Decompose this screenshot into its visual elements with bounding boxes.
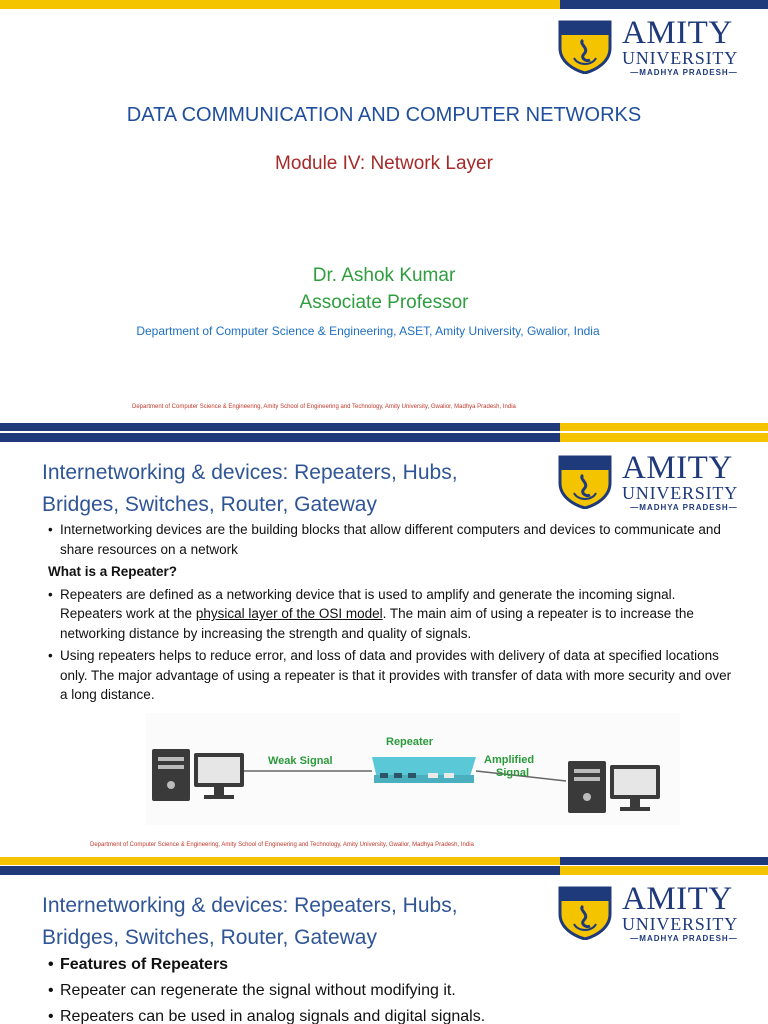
repeater-heading: What is a Repeater? [48,564,178,579]
bullet-text: Repeaters are defined as a networking device that is used to amplify and generate the incoming signal. Repeaters work at the [60,586,676,621]
slide-title-line-1: Internetworking & devices: Repeaters, Hubs, [42,461,458,484]
bottom-accent-bar [0,857,768,865]
slide-3 [0,866,768,1024]
slide-body [48,952,738,1024]
amity-shield-icon [556,18,614,74]
author-role: Associate Professor [299,292,469,313]
logo-university-text: UNIVERSITY [622,48,738,68]
slide-title-line-2: Bridges, Switches, Router, Gateway [42,493,377,516]
right-computer-icon [568,761,660,813]
slide-title [42,890,542,954]
yellow-segment [0,857,560,865]
navy-segment [0,433,560,442]
logo-university-text: UNIVERSITY [622,914,738,934]
slide-1 [0,0,768,433]
repeater-diagram [146,713,680,825]
top-accent-bar [0,433,768,442]
logo-amity-text: AMITY [622,881,733,917]
slide-2 [0,433,768,866]
module-title: Module IV: Network Layer [275,153,493,174]
amity-shield-icon [556,884,614,940]
yellow-segment [560,423,768,431]
author-name: Dr. Ashok Kumar [312,265,456,286]
bullet-feature-signals: • Repeaters can be used in analog signals and digital signals. [48,1004,738,1024]
bottom-accent-bar [0,423,768,431]
logo-university-text: UNIVERSITY [622,483,738,503]
repeater-label: Repeater [386,736,434,748]
bullet-repeater-definition [48,585,738,644]
bullet-features-heading: • Features of Repeaters [48,952,738,978]
amplified-label-1: Amplified [484,754,535,766]
logo-region-text: —MADHYA PRADESH— [630,934,738,943]
navy-segment [0,866,560,875]
amity-logo [556,450,752,512]
logo-region-text: —MADHYA PRADESH— [630,68,738,77]
logo-amity-text: AMITY [622,15,733,51]
slide-footer: Department of Computer Science & Engineering, Amity School of Engineering and Technology, Amity University, Gwalior, Madhya Pradesh, India [90,842,474,848]
bullet-feature-regenerate: • Repeater can regenerate the signal without modifying it. [48,978,738,1004]
weak-signal-label: Weak Signal [268,755,333,767]
slide-title-line-1: Internetworking & devices: Repeaters, Hubs, [42,894,458,917]
top-accent-bar [0,0,768,9]
slide-title-line-2: Bridges, Switches, Router, Gateway [42,926,377,949]
osi-model-link[interactable]: physical layer of the OSI model [195,606,383,621]
bullet-text: . The main aim of using a repeater is to increase the networking distance by increasing the strength and quality of signals. [60,606,694,641]
course-title: DATA COMMUNICATION AND COMPUTER NETWORKS [126,104,642,126]
author-block [0,262,768,316]
department-line: Department of Computer Science & Engineering, ASET, Amity University, Gwalior, India [136,324,600,338]
amity-shield-icon [556,453,614,509]
slide-title [42,457,542,521]
top-accent-bar [0,866,768,875]
yellow-segment [560,866,768,875]
navy-segment [560,857,768,865]
left-computer-icon [152,749,244,801]
yellow-segment [0,0,560,9]
slide-footer: Department of Computer Science & Engineering, Amity School of Engineering and Technology, Amity University, Gwalior, Madhya Pradesh, India [132,404,516,410]
bullet-repeater-benefits: • Using repeaters helps to reduce error, and loss of data and provides with delivery of data at specified locations only. The major advantage of using a repeater is that it provides with transfer of data with more security and over a long distance. [48,646,738,705]
amity-logo [556,881,752,943]
yellow-segment [560,433,768,442]
bullet-internetworking: • Internetworking devices are the building blocks that allow different computers and devices to communicate and share resources on a network [48,520,738,559]
amplified-label-2: Signal [496,767,530,779]
repeater-diagram-svg [146,713,680,825]
slide-body [48,520,738,708]
logo-region-text: —MADHYA PRADESH— [630,503,738,512]
repeater-device-icon [372,757,476,783]
navy-segment [560,0,768,9]
logo-amity-text: AMITY [622,450,733,486]
amity-logo [556,15,752,77]
navy-segment [0,423,560,431]
